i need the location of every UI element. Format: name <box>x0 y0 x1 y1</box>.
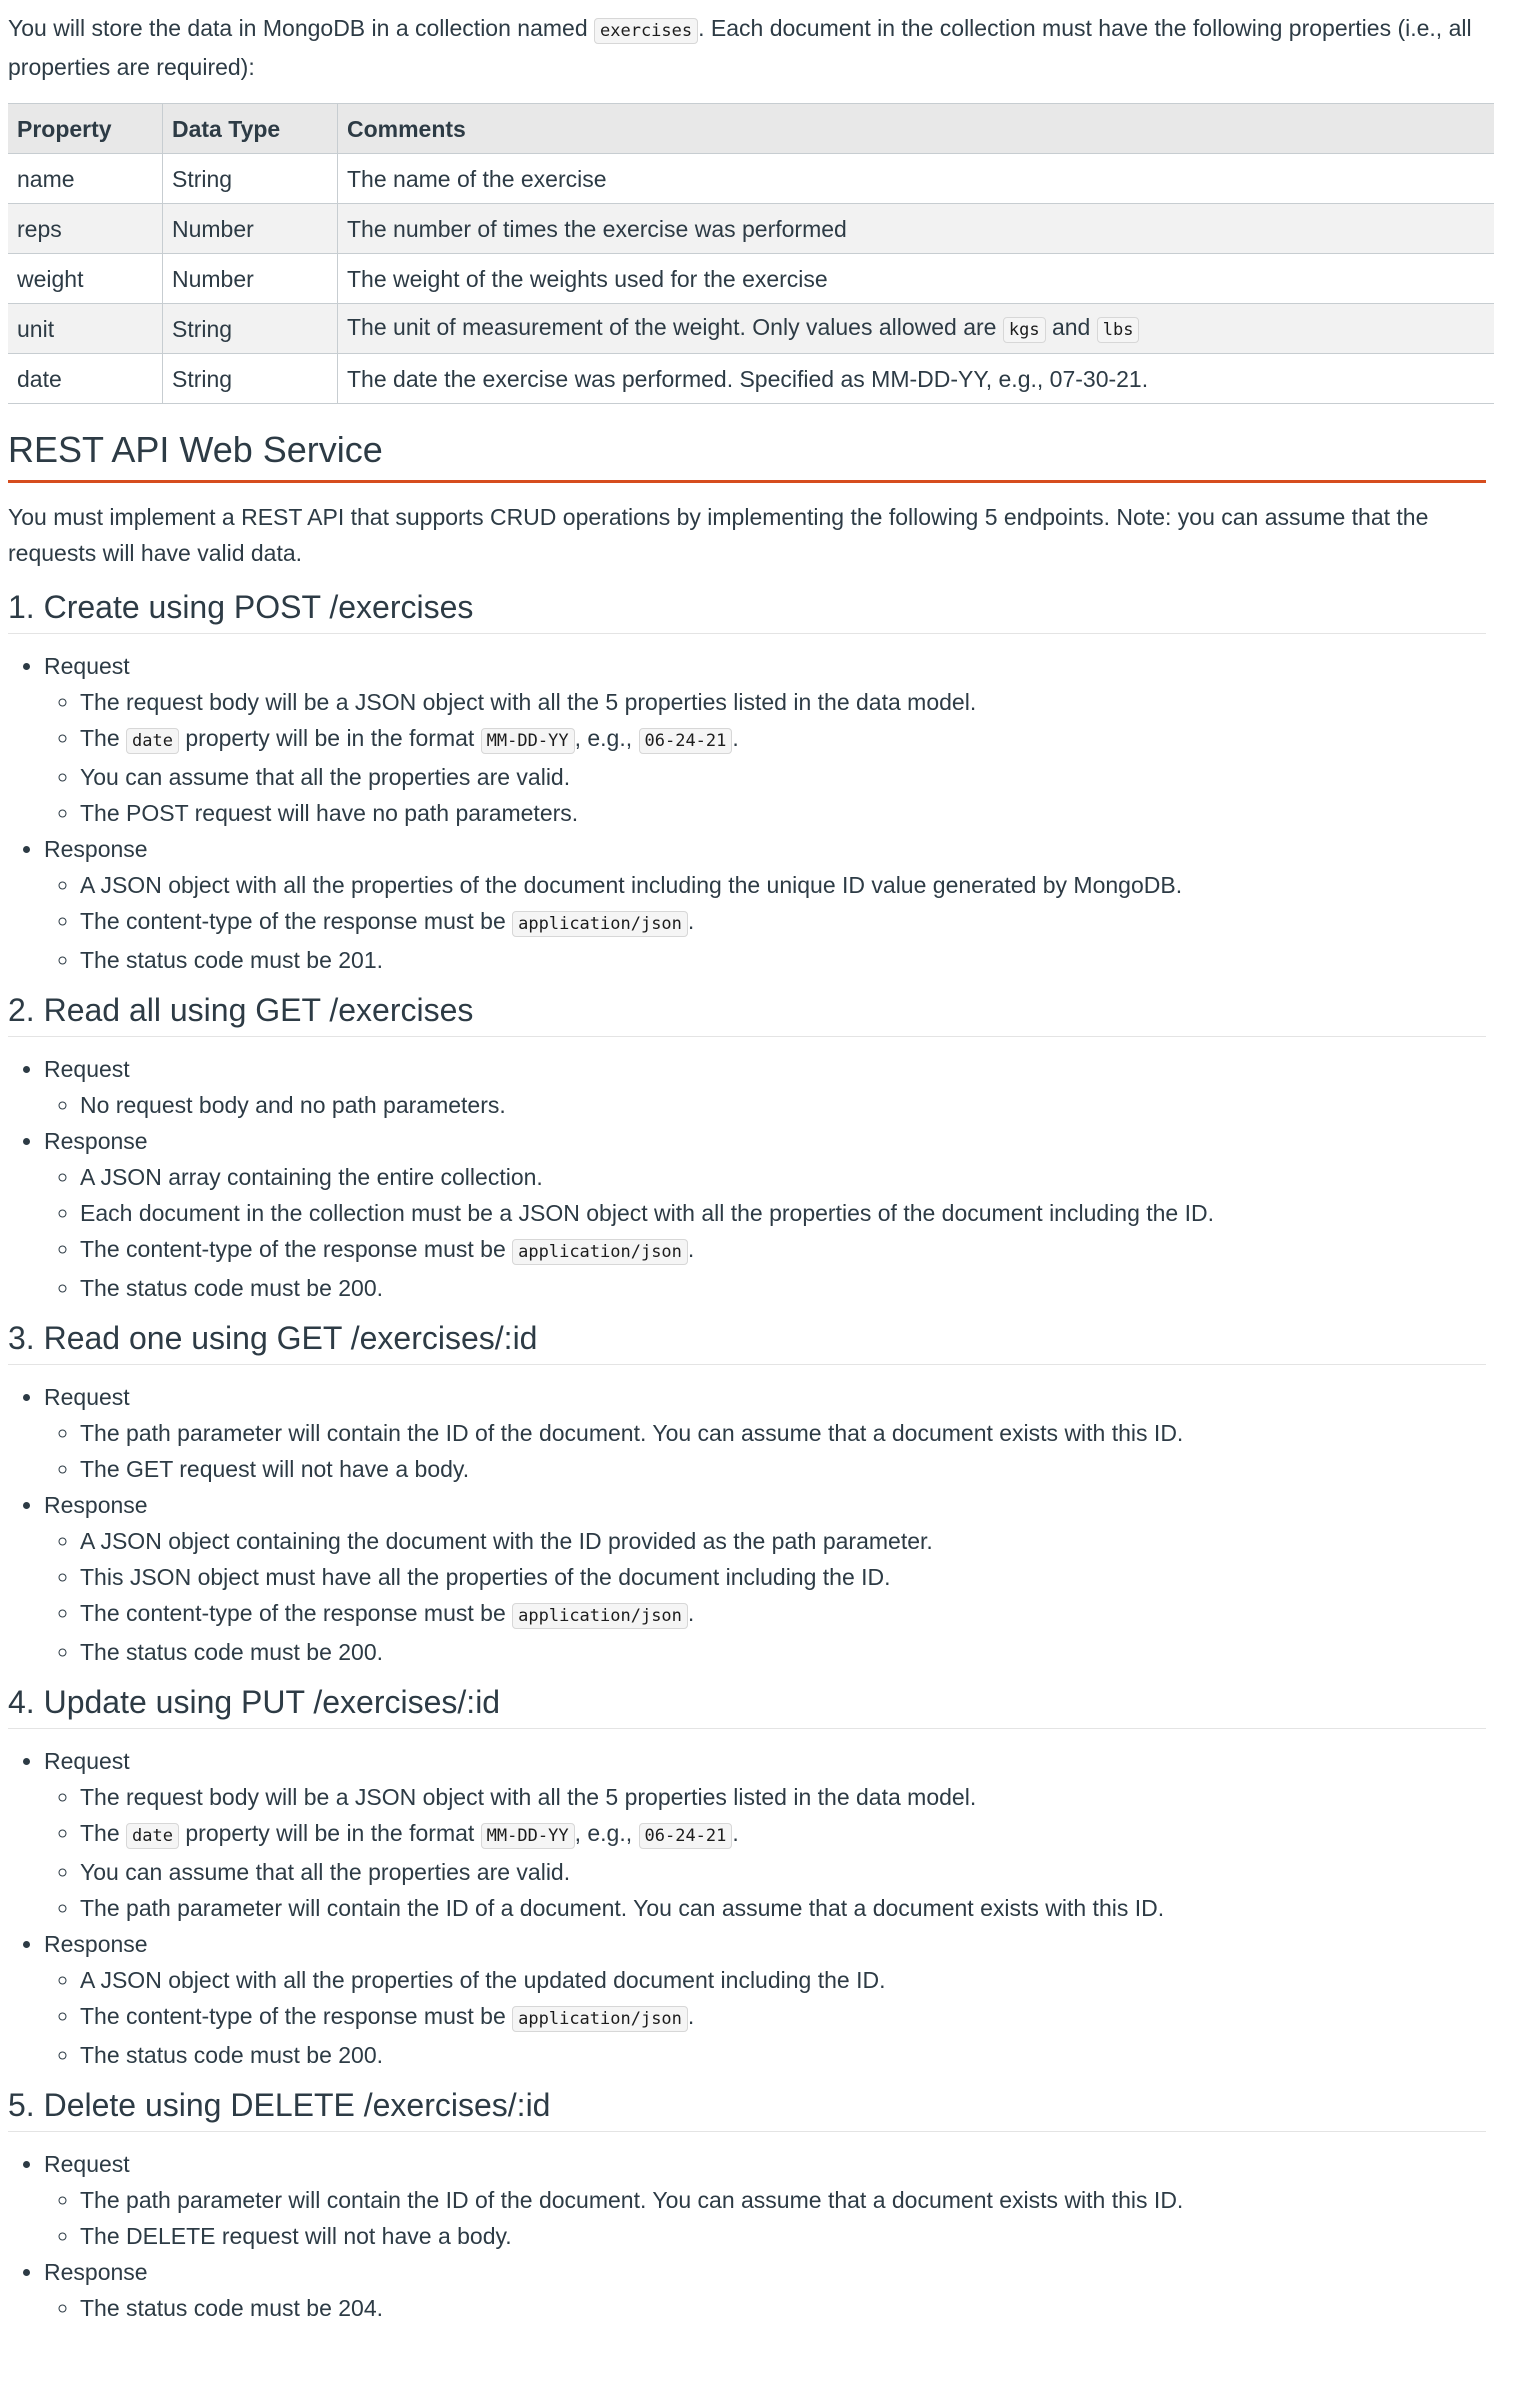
list-item: ◦ A JSON object containing the document with the ID provided as the path parameter. <box>80 1523 1486 1559</box>
table-row: name String The name of the exercise <box>8 154 1494 204</box>
list-item: ◦ The status code must be 204. <box>80 2290 1486 2326</box>
list-item: • Response ◦ A JSON object containing the document with the ID provided as the path parameter. ◦ This JSON object must have all the properties of the document including the ID. ◦ The content-type of the response must be application/json . ◦ The status code must be 200. <box>44 1487 1486 1670</box>
list-item: ◦ The request body will be a JSON object with all the 5 properties listed in the data model. <box>80 1779 1486 1815</box>
endpoint-read-all-title: 2. Read all using GET /exercises <box>8 990 1486 1037</box>
list-item: • Request ◦ No request body and no path parameters. <box>44 1051 1486 1123</box>
endpoint-delete-list <box>8 2146 1486 2326</box>
endpoint-read-all-list <box>8 1051 1486 1306</box>
list-item: ◦ The POST request will have no path parameters. <box>80 795 1486 831</box>
endpoint-read-one-list <box>8 1379 1486 1670</box>
list-item: • Request ◦ The path parameter will contain the ID of the document. You can assume that a document exists with this ID. ◦ The GET request will not have a body. <box>44 1379 1486 1487</box>
endpoint-delete-title: 5. Delete using DELETE /exercises/:id <box>8 2085 1486 2132</box>
list-item: ◦ The path parameter will contain the ID of the document. You can assume that a document exists with this ID. <box>80 2182 1486 2218</box>
list-item: ◦ The content-type of the response must be application/json . <box>80 903 1486 942</box>
list-item: ◦ A JSON object with all the properties of the updated document including the ID. <box>80 1962 1486 1998</box>
list-item: ◦ The path parameter will contain the ID of a document. You can assume that a document exists with this ID. <box>80 1890 1486 1926</box>
endpoint-update-list <box>8 1743 1486 2073</box>
list-item: ◦ A JSON array containing the entire collection. <box>80 1159 1486 1195</box>
list-item: ◦ This JSON object must have all the properties of the document including the ID. <box>80 1559 1486 1595</box>
list-item: • Response ◦ A JSON array containing the entire collection. ◦ Each document in the collection must be a JSON object with all the properties of the document including the ID. ◦ The content-type of the response must be application/json . ◦ The status code must be 200. <box>44 1123 1486 1306</box>
list-item: • Response ◦ A JSON object with all the properties of the document including the unique ID value generated by MongoDB. ◦ The content-type of the response must be application/json . ◦ The status code must be 201. <box>44 831 1486 978</box>
endpoint-create-title: 1. Create using POST /exercises <box>8 587 1486 634</box>
header-comments: Comments <box>338 104 1495 154</box>
header-data-type: Data Type <box>163 104 338 154</box>
list-item: ◦ The status code must be 200. <box>80 1270 1486 1306</box>
endpoint-read-one-title: 3. Read one using GET /exercises/:id <box>8 1318 1486 1365</box>
list-item: • Request ◦ The path parameter will contain the ID of the document. You can assume that a document exists with this ID. ◦ The DELETE request will not have a body. <box>44 2146 1486 2254</box>
list-item: ◦ The status code must be 201. <box>80 942 1486 978</box>
list-item: • Request ◦ The request body will be a JSON object with all the 5 properties listed in the data model. ◦ The date property will be in the format MM-DD-YY , e.g., 06-24-21 . ◦ You can assume that all the properties are valid. ◦ The path parameter will contain the ID of a document. You can assume that a document exists with this ID. <box>44 1743 1486 1926</box>
list-item: ◦ The date property will be in the format MM-DD-YY , e.g., 06-24-21 . <box>80 1815 1486 1854</box>
list-item: ◦ A JSON object with all the properties of the document including the unique ID value generated by MongoDB. <box>80 867 1486 903</box>
list-item: ◦ The DELETE request will not have a body. <box>80 2218 1486 2254</box>
endpoint-create-list <box>8 648 1486 978</box>
table-row: date String The date the exercise was performed. Specified as MM-DD-YY, e.g., 07-30-21. <box>8 354 1494 404</box>
list-item: ◦ The content-type of the response must be application/json . <box>80 1595 1486 1634</box>
table-row: unit String The unit of measurement of the weight. Only values allowed are kgs and lbs <box>8 304 1494 354</box>
list-item: ◦ The GET request will not have a body. <box>80 1451 1486 1487</box>
list-item: • Response ◦ A JSON object with all the properties of the updated document including the ID. ◦ The content-type of the response must be application/json . ◦ The status code must be 200. <box>44 1926 1486 2073</box>
list-item: ◦ The request body will be a JSON object with all the 5 properties listed in the data model. <box>80 684 1486 720</box>
list-item: ◦ The content-type of the response must be application/json . <box>80 1998 1486 2037</box>
table-row: weight Number The weight of the weights used for the exercise <box>8 254 1494 304</box>
list-item: ◦ No request body and no path parameters. <box>80 1087 1486 1123</box>
list-item: ◦ The content-type of the response must be application/json . <box>80 1231 1486 1270</box>
table-header-row <box>8 104 1494 154</box>
list-item: ◦ The path parameter will contain the ID of the document. You can assume that a document exists with this ID. <box>80 1415 1486 1451</box>
list-item: ◦ The status code must be 200. <box>80 1634 1486 1670</box>
section-title: REST API Web Service <box>8 428 1486 483</box>
list-item: ◦ You can assume that all the properties are valid. <box>80 1854 1486 1890</box>
list-item: ◦ You can assume that all the properties are valid. <box>80 759 1486 795</box>
list-item: • Response ◦ The status code must be 204. <box>44 2254 1486 2326</box>
header-property: Property <box>8 104 163 154</box>
list-item: ◦ The date property will be in the format MM-DD-YY , e.g., 06-24-21 . <box>80 720 1486 759</box>
section-lead: You must implement a REST API that supports CRUD operations by implementing the following 5 endpoints. Note: you can assume that the requests will have valid data. <box>8 504 1429 566</box>
list-item: ◦ Each document in the collection must be a JSON object with all the properties of the document including the ID. <box>80 1195 1486 1231</box>
list-item: ◦ The status code must be 200. <box>80 2037 1486 2073</box>
data-model-table <box>8 103 1494 404</box>
collection-name-code: exercises <box>594 18 698 44</box>
table-row: reps Number The number of times the exercise was performed <box>8 204 1494 254</box>
intro-paragraph: You will store the data in MongoDB in a collection named exercises . Each document in the collection must have the following properties (i.e., all properties are required): <box>8 15 1472 80</box>
list-item: • Request ◦ The request body will be a JSON object with all the 5 properties listed in the data model. ◦ The date property will be in the format MM-DD-YY , e.g., 06-24-21 . ◦ You can assume that all the properties are valid. ◦ The POST request will have no path parameters. <box>44 648 1486 831</box>
endpoint-update-title: 4. Update using PUT /exercises/:id <box>8 1682 1486 1729</box>
